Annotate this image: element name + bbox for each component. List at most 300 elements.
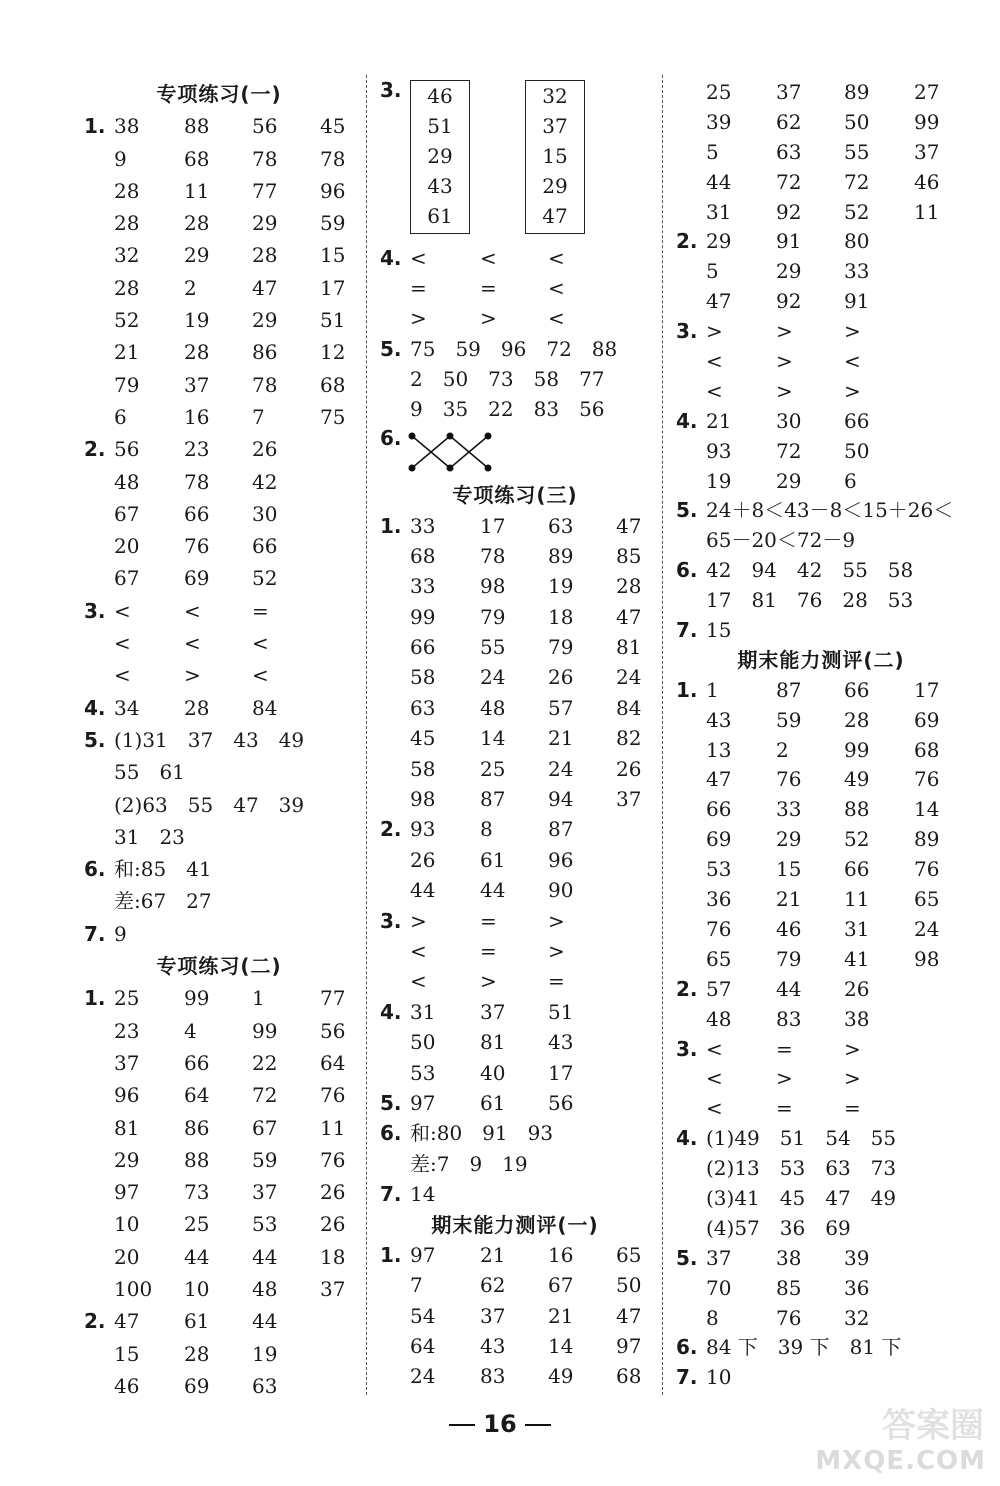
answer-value: 33 <box>410 513 436 538</box>
answer-value: 21 <box>706 408 732 433</box>
answer-value: > <box>410 306 427 331</box>
answer-value: 58 <box>410 756 436 781</box>
answer-value: 41 <box>844 946 870 971</box>
answer-value: 36 <box>706 887 732 912</box>
answer-value: < <box>706 1066 723 1091</box>
answer-value: 66 <box>844 677 870 702</box>
answer-text: 65－20＜72－9 <box>706 528 856 553</box>
answer-row <box>380 1361 650 1391</box>
answer-row <box>84 1338 354 1370</box>
question-number: 6. <box>676 1335 698 1360</box>
answer-value: 26 <box>252 437 278 462</box>
answer-value: 2 <box>776 737 789 762</box>
answer-value: 66 <box>706 797 732 822</box>
answer-value: 92 <box>776 289 802 314</box>
question-number: 4. <box>676 1126 698 1151</box>
answer-value: < <box>706 1036 723 1061</box>
answer-row <box>676 736 966 766</box>
box-number: 61 <box>427 204 453 228</box>
answer-value: < <box>252 631 269 656</box>
answer-value: > <box>844 1066 861 1091</box>
answer-value: 10 <box>114 1212 140 1237</box>
section-heading: 期末能力测评(二) <box>737 647 905 672</box>
answer-value: 45 <box>320 114 346 139</box>
answer-value: 10 <box>184 1276 210 1301</box>
answer-value: 12 <box>320 340 346 365</box>
answer-row <box>676 108 966 138</box>
answer-value: 98 <box>480 574 506 599</box>
answer-value: 26 <box>410 847 436 872</box>
answer-text: (4)57 36 69 <box>706 1215 851 1240</box>
answer-value: 70 <box>706 1275 732 1300</box>
answer-text: 9 <box>114 921 127 946</box>
answer-value: 44 <box>480 878 506 903</box>
answer-value: 57 <box>548 695 574 720</box>
answer-value: 48 <box>480 695 506 720</box>
question-number: 4. <box>676 408 698 433</box>
answer-value: 21 <box>548 1303 574 1328</box>
question-number: 7. <box>676 1365 698 1390</box>
answer-row <box>380 966 650 996</box>
answer-value: 97 <box>410 1242 436 1267</box>
answer-row <box>84 595 354 627</box>
answer-value: < <box>844 349 861 374</box>
q6-matching-diagram <box>380 424 650 480</box>
answer-row <box>380 1118 650 1148</box>
answer-row <box>676 975 966 1005</box>
answer-value: = <box>776 1096 793 1121</box>
answer-value: 26 <box>320 1180 346 1205</box>
answer-value: 31 <box>844 916 870 941</box>
section-heading: 专项练习(一) <box>156 82 282 106</box>
question-number: 4. <box>380 246 402 270</box>
answer-row <box>676 287 966 317</box>
answer-value: 61 <box>480 1090 506 1115</box>
answer-row <box>84 1273 354 1305</box>
answer-value: 29 <box>252 211 278 236</box>
answer-value: 30 <box>252 501 278 526</box>
answer-value: 64 <box>320 1050 346 1075</box>
question-number: 1. <box>84 986 106 1011</box>
answer-row <box>84 1241 354 1273</box>
answer-value: 28 <box>114 211 140 236</box>
answer-value: 11 <box>184 178 210 203</box>
question-number: 1. <box>84 114 106 139</box>
answer-value: 24 <box>480 665 506 690</box>
question-number: 1. <box>380 513 402 538</box>
answer-row <box>380 1301 650 1331</box>
answer-row <box>676 556 966 586</box>
answer-value: 29 <box>776 259 802 284</box>
answer-value: > <box>776 319 793 344</box>
answer-value: 53 <box>252 1212 278 1237</box>
answer-value: 45 <box>410 726 436 751</box>
answer-value: 11 <box>844 887 870 912</box>
answer-value: 17 <box>914 677 940 702</box>
answer-value: 48 <box>252 1276 278 1301</box>
answer-row <box>84 143 354 175</box>
answer-value: 47 <box>706 767 732 792</box>
answer-value: 36 <box>844 1275 870 1300</box>
answer-row <box>380 784 650 814</box>
answer-value: 83 <box>776 1006 802 1031</box>
answer-value: 37 <box>616 787 642 812</box>
answer-value: 79 <box>480 604 506 629</box>
answer-value: 52 <box>252 566 278 591</box>
answer-value: 29 <box>776 827 802 852</box>
answer-value: 29 <box>706 229 732 254</box>
answer-row <box>676 676 966 706</box>
answer-value: 39 <box>706 109 732 134</box>
answer-value: = <box>776 1036 793 1061</box>
question-number: 5. <box>676 1245 698 1270</box>
answer-value: 5 <box>706 259 719 284</box>
answer-value: 25 <box>480 756 506 781</box>
answer-value: 18 <box>548 604 574 629</box>
answer-value: 44 <box>706 169 732 194</box>
answer-value: = <box>480 276 497 301</box>
answer-text: 75 59 96 72 88 <box>410 336 618 361</box>
answer-row <box>380 632 650 662</box>
answer-row <box>84 659 354 691</box>
answer-value: < <box>706 378 723 403</box>
answer-value: < <box>114 598 131 623</box>
answer-value: 26 <box>320 1212 346 1237</box>
section-heading: 期末能力测评(一) <box>431 1212 599 1237</box>
answer-value: 91 <box>776 229 802 254</box>
answer-value: 19 <box>252 1341 278 1366</box>
answer-row <box>676 1274 966 1304</box>
answer-value: 99 <box>914 109 940 134</box>
answer-value: 66 <box>844 408 870 433</box>
answer-value: 53 <box>706 857 732 882</box>
answer-value: 16 <box>184 404 210 429</box>
answer-row <box>84 207 354 239</box>
answer-value: 79 <box>548 635 574 660</box>
answer-value: 26 <box>548 665 574 690</box>
answer-value: 43 <box>548 1030 574 1055</box>
answer-value: 48 <box>114 469 140 494</box>
answer-value: 93 <box>410 817 436 842</box>
answer-value: 98 <box>914 946 940 971</box>
answer-value: < <box>548 246 565 270</box>
answer-value: 66 <box>844 857 870 882</box>
question-number: 7. <box>84 921 106 946</box>
answer-row <box>676 616 966 646</box>
q3-number-boxes <box>380 78 650 243</box>
answer-value: 47 <box>616 513 642 538</box>
answer-value: = <box>410 276 427 301</box>
answer-row <box>84 724 354 756</box>
answer-text: 17 81 76 28 53 <box>706 588 914 613</box>
answer-value: 76 <box>706 916 732 941</box>
answer-value: 8 <box>706 1305 719 1330</box>
question-number: 1. <box>676 677 698 702</box>
answer-row <box>84 369 354 401</box>
answer-value: 28 <box>844 707 870 732</box>
answer-text: (3)41 45 47 49 <box>706 1185 897 1210</box>
answer-value: = <box>480 908 497 933</box>
answer-value: 97 <box>410 1090 436 1115</box>
answer-value: 89 <box>844 80 870 104</box>
answer-value: = <box>480 938 497 963</box>
answer-row <box>380 845 650 875</box>
answer-row <box>380 394 650 424</box>
answer-value: 87 <box>480 787 506 812</box>
answer-value: 37 <box>914 139 940 164</box>
answer-value: 81 <box>114 1115 140 1140</box>
answer-value: 34 <box>114 695 140 720</box>
answer-value: 63 <box>548 513 574 538</box>
answer-value: 25 <box>114 986 140 1011</box>
answer-row <box>676 1363 966 1393</box>
answer-column-3 <box>676 78 966 1393</box>
answer-value: 97 <box>616 1334 642 1359</box>
answer-value: 42 <box>252 469 278 494</box>
answer-value: 43 <box>480 1334 506 1359</box>
answer-value: 44 <box>252 1244 278 1269</box>
answer-row <box>84 627 354 659</box>
answer-value: 20 <box>114 534 140 559</box>
answer-value: > <box>706 319 723 344</box>
answer-value: = <box>252 598 269 623</box>
answer-row <box>380 1149 650 1179</box>
answer-text: (1)31 37 43 49 <box>114 727 305 752</box>
answer-row <box>380 511 650 541</box>
question-number: 5. <box>84 727 106 752</box>
question-number: 5. <box>380 1090 402 1115</box>
answer-value: 72 <box>252 1083 278 1108</box>
answer-value: 11 <box>320 1115 346 1140</box>
answer-row <box>676 138 966 168</box>
answer-text: 24＋8＜43－8＜15＋26＜ <box>706 498 954 523</box>
answer-value: 56 <box>252 114 278 139</box>
answer-value: 55 <box>480 635 506 660</box>
answer-value: 90 <box>548 878 574 903</box>
matching-lines <box>380 424 520 480</box>
answer-value: = <box>844 1096 861 1121</box>
answer-value: 46 <box>114 1373 140 1398</box>
answer-value: 77 <box>252 178 278 203</box>
answer-value: < <box>410 246 427 270</box>
answer-row <box>380 875 650 905</box>
answer-value: 69 <box>706 827 732 852</box>
answer-column-2 <box>380 78 650 1392</box>
answer-text: (1)49 51 54 55 <box>706 1126 897 1151</box>
answer-value: > <box>844 378 861 403</box>
answer-value: 96 <box>548 847 574 872</box>
answer-value: 8 <box>480 817 493 842</box>
answer-row <box>380 1058 650 1088</box>
answer-value: < <box>114 631 131 656</box>
answer-value: 67 <box>548 1273 574 1298</box>
answer-value: 88 <box>184 114 210 139</box>
question-number: 5. <box>676 498 698 523</box>
answer-row <box>676 706 966 736</box>
answer-value: 59 <box>776 707 802 732</box>
answer-value: 86 <box>252 340 278 365</box>
answer-value: 81 <box>616 635 642 660</box>
box-number: 37 <box>542 114 568 138</box>
answer-value: 29 <box>114 1147 140 1172</box>
answer-value: 62 <box>776 109 802 134</box>
answer-row <box>84 466 354 498</box>
answer-value: 25 <box>706 80 732 104</box>
page-number-text: 16 <box>483 1410 517 1438</box>
answer-value: 72 <box>844 169 870 194</box>
answer-value: 59 <box>252 1147 278 1172</box>
answer-text: 55 61 <box>114 760 185 785</box>
answer-value: > <box>844 1036 861 1061</box>
answer-value: 67 <box>114 501 140 526</box>
question-number: 6. <box>380 1121 402 1146</box>
answer-value: 47 <box>252 275 278 300</box>
answer-text: (2)63 55 47 39 <box>114 792 305 817</box>
answer-value: 37 <box>320 1276 346 1301</box>
answer-value: 28 <box>184 340 210 365</box>
answer-value: 68 <box>616 1364 642 1389</box>
answer-value: 64 <box>410 1334 436 1359</box>
question-number: 2. <box>84 437 106 462</box>
answer-row <box>84 336 354 368</box>
answer-value: 26 <box>844 976 870 1001</box>
answer-row <box>676 1064 966 1094</box>
answer-value: 32 <box>844 1305 870 1330</box>
answer-value: 89 <box>914 827 940 852</box>
answer-row <box>380 723 650 753</box>
box-number: 29 <box>427 144 453 168</box>
answer-value: 73 <box>184 1180 210 1205</box>
answer-row <box>676 1333 966 1363</box>
answer-row <box>380 693 650 723</box>
answer-value: 84 <box>252 695 278 720</box>
answer-value: < <box>410 969 427 994</box>
answer-row <box>84 110 354 142</box>
answer-value: 19 <box>706 468 732 493</box>
answer-value: 26 <box>616 756 642 781</box>
section-heading: 专项练习(二) <box>156 954 282 979</box>
answer-value: 22 <box>252 1050 278 1075</box>
answer-row <box>676 198 966 228</box>
answer-value: 76 <box>776 1305 802 1330</box>
answer-value: 29 <box>776 468 802 493</box>
answer-value: 9 <box>114 146 127 171</box>
answer-value: 37 <box>480 999 506 1024</box>
answer-value: 13 <box>706 737 732 762</box>
question-number: 2. <box>380 817 402 842</box>
answer-value: 87 <box>776 677 802 702</box>
answer-value: 19 <box>184 308 210 333</box>
answer-value: 66 <box>184 1050 210 1075</box>
answer-value: > <box>480 969 497 994</box>
answer-text: 差:7 9 19 <box>410 1151 528 1176</box>
answer-value: 37 <box>184 372 210 397</box>
answer-value: 31 <box>410 999 436 1024</box>
answer-row <box>676 78 966 108</box>
answer-text: 14 <box>410 1182 436 1207</box>
answer-value: 97 <box>114 1180 140 1205</box>
answer-row <box>676 347 966 377</box>
q6-label: 6. <box>380 426 402 451</box>
answer-row <box>84 498 354 530</box>
answer-value: 24 <box>410 1364 436 1389</box>
answer-value: 67 <box>252 1115 278 1140</box>
question-number: 2. <box>676 229 698 254</box>
column-divider-left <box>366 75 367 1395</box>
answer-value: 67 <box>114 566 140 591</box>
answer-row <box>380 997 650 1027</box>
answer-text: 31 23 <box>114 824 185 849</box>
answer-value: 82 <box>616 726 642 751</box>
answer-value: 37 <box>706 1245 732 1270</box>
answer-value: 27 <box>914 80 940 104</box>
answer-row <box>676 257 966 287</box>
answer-row <box>676 795 966 825</box>
answer-value: 65 <box>616 1242 642 1267</box>
answer-value: < <box>184 631 201 656</box>
answer-value: 80 <box>844 229 870 254</box>
box-number: 46 <box>427 84 453 108</box>
answer-row <box>84 853 354 885</box>
answer-row <box>380 602 650 632</box>
answer-value: 76 <box>914 767 940 792</box>
answer-value: 69 <box>914 707 940 732</box>
answer-row <box>84 1015 354 1047</box>
answer-value: 56 <box>114 437 140 462</box>
section-heading: 专项练习(三) <box>452 483 578 508</box>
answer-value: 78 <box>184 469 210 494</box>
answer-value: 23 <box>114 1018 140 1043</box>
answer-value: 87 <box>548 817 574 842</box>
answer-value: 1 <box>252 986 265 1011</box>
answer-value: 44 <box>184 1244 210 1269</box>
answer-value: 16 <box>548 1242 574 1267</box>
answer-value: 21 <box>114 340 140 365</box>
question-number: 4. <box>380 999 402 1024</box>
answer-row <box>676 526 966 556</box>
answer-value: 38 <box>844 1006 870 1031</box>
page-number-dash-right <box>525 1424 551 1426</box>
answer-row <box>380 1179 650 1209</box>
answer-text: 2 50 73 58 77 <box>410 366 605 391</box>
answer-row <box>84 821 354 853</box>
answer-row <box>676 1124 966 1154</box>
answer-row <box>676 437 966 467</box>
answer-value: 37 <box>480 1303 506 1328</box>
answer-value: 77 <box>320 986 346 1011</box>
answer-value: 65 <box>706 946 732 971</box>
answer-value: 84 <box>616 695 642 720</box>
answer-value: 1 <box>706 677 719 702</box>
watermark-logo: 答案圈 <box>882 1406 984 1446</box>
answer-value: 40 <box>480 1060 506 1085</box>
answer-value: 50 <box>410 1030 436 1055</box>
answer-row <box>84 1079 354 1111</box>
answer-row <box>380 906 650 936</box>
answer-value: 17 <box>548 1060 574 1085</box>
answer-value: 38 <box>114 114 140 139</box>
watermark <box>786 1398 986 1478</box>
answer-value: 31 <box>706 199 732 224</box>
answer-row <box>84 530 354 562</box>
answer-value: 66 <box>184 501 210 526</box>
answer-row <box>676 825 966 855</box>
answer-value: > <box>844 319 861 344</box>
answer-value: 33 <box>844 259 870 284</box>
answer-value: 68 <box>914 737 940 762</box>
answer-row <box>380 1270 650 1300</box>
answer-value: 59 <box>320 211 346 236</box>
